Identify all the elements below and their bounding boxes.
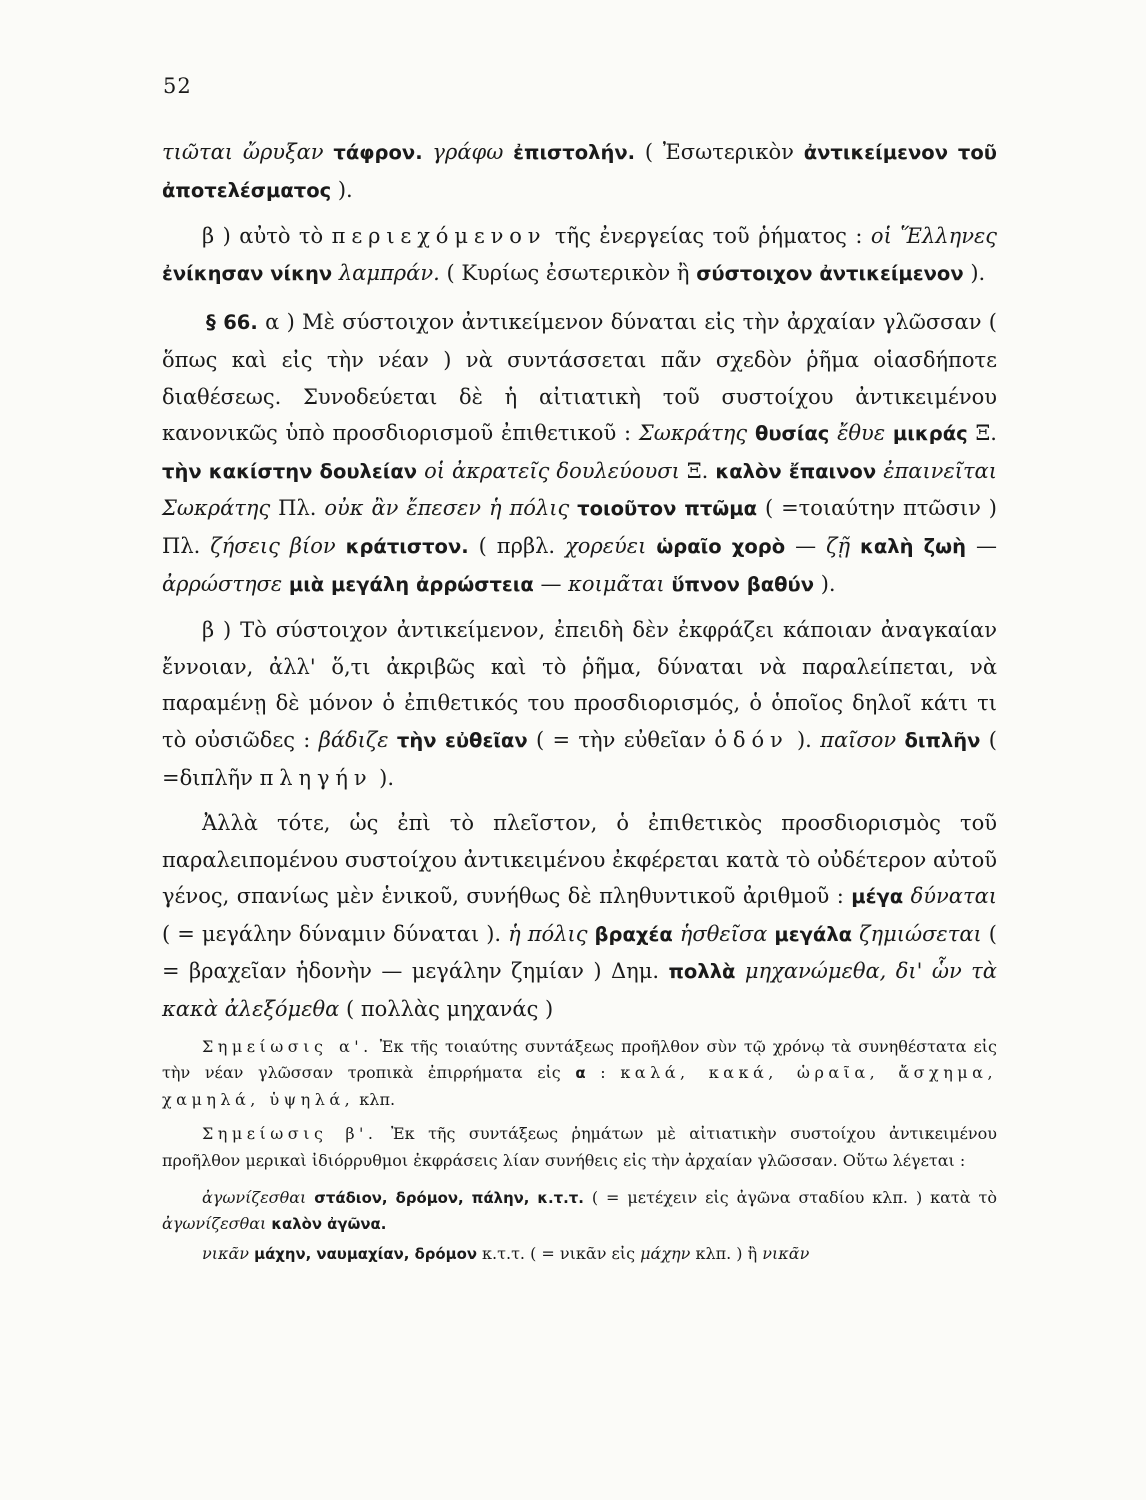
text-run: ). [331,177,353,202]
spaced-word: Σημείωσις β'. [202,1124,378,1144]
bold-term: σύστοιχον ἀντικείμενον [696,261,964,285]
paragraph-continuation [162,134,997,209]
bold-term: μάχην, ναυμαχίαν, δρόμον [254,1244,477,1263]
text-run [646,534,656,558]
italic-example: μάχην [640,1243,691,1263]
italic-example: Σωκράτης [638,421,748,446]
text-run: Ἀλλὰ τότε, ὡς ἐπὶ τὸ πλεῖστον, ὁ ἐπιθετικὸς προσδιορισμὸς τοῦ παραλειπομένου συστοίχου ἀντικειμένου ἐκφέρεται κατὰ τὸ οὐδέτερον αὐτοῦ γένος, σπανίως μὲν ἑνικοῦ, συνήθως δὲ πληθυντικοῦ ἀριθμοῦ : [162,811,997,909]
bold-term: τοιοῦτον πτῶμα [577,497,758,521]
text-run: Πλ. [270,496,325,521]
italic-example: νικᾶν [202,1243,250,1263]
italic-example: ἔθυε [837,421,886,446]
page-text [162,134,997,1267]
text-run: ( =τοιαύτην πτῶσιν ) Πλ. [162,496,997,558]
italic-example: ἀγωνίζεσθαι [202,1187,307,1207]
bold-term: ἀντικείμενον τοῦ ἀποτελέσματος [162,141,997,202]
text-run [829,421,837,445]
text-run: Ξ. [679,458,716,483]
italic-example: ζημιώσεται [859,921,982,946]
page-number: 52 [163,74,192,98]
text-run: ( =διπλῆν [162,727,997,790]
text-run: ( = μεγάλην δύναμιν δύναται ). [162,921,509,946]
bold-term: καλὴ ζωὴ [860,534,967,558]
spaced-word: ὁδόν [714,727,789,752]
text-run: ( πολλὰς μηχανάς ) [339,997,554,1022]
bold-term: μέγα [851,885,904,909]
spaced-word: πληγήν [259,765,373,790]
text-run: β ) αὐτὸ τὸ [202,224,332,249]
text-run: ). [788,727,821,752]
text-run: — [966,533,998,558]
text-run: ( Κυρίως ἐσωτερικὸν ἢ [439,260,697,285]
text-run: : [585,1063,621,1083]
italic-example: ἀγωνίζεσθαι [162,1214,267,1234]
bold-term: μεγάλα [774,922,853,946]
italic-example: ἡσθεῖσα [679,921,768,946]
text-run: Ἐκ τῆς συντάξεως ῥημάτων μὲ αἰτιατικὴν συστοίχου ἀντικειμένου προῆλθον μερικαὶ ἰδιόρρυθμοι ἐκφράσεις λίαν συνήθεις εἰς τὴν ἀρχαίαν γλῶσσαν. Οὕτω λέγεται : [162,1124,997,1171]
text-run: ( = βραχεῖαν ἡδονὴν — μεγάλην ζημίαν ) Δημ. [162,921,997,984]
text-run [885,421,893,445]
italic-example: οὐκ ἂν ἔπεσεν ἡ πόλις [324,496,570,521]
spaced-word: Σημείωσις α'. [202,1036,373,1056]
bold-term: α [575,1064,586,1083]
text-run: ( πρβλ. [468,533,566,558]
text-run [735,959,744,983]
bold-term: διπλῆν [904,728,981,752]
note-example-nikan [162,1241,997,1268]
text-run [850,534,860,558]
text-run: ). [814,571,836,596]
italic-example: παῖσον [820,727,897,752]
text-run: κλπ. ) ἢ [690,1243,763,1263]
italic-example: ζήσεις βίον [210,533,336,558]
text-run: ( Ἐσωτερικὸν [635,140,804,164]
italic-example: βάδιζε [318,727,389,752]
paragraph-content-object [162,218,997,292]
italic-example: μηχανώμεθα, δι' ὧν τὰ κακὰ ἀλεξόμεθα [162,959,997,1022]
bold-term: τάφρον. [333,141,423,164]
bold-term: βραχέα [594,922,673,946]
bold-term: § 66. [206,311,258,335]
text-run: ). [963,260,986,285]
text-run [336,534,346,558]
note-b [162,1121,997,1174]
paragraph-omitted-object [162,612,997,796]
italic-example: γράφω [432,140,504,164]
bold-term: τὴν κακίστην δουλείαν [162,459,418,483]
bold-term: θυσίας [754,422,830,446]
text-run [673,922,680,946]
bold-term: τὴν εὐθεῖαν [396,728,528,752]
text-run [332,261,339,285]
text-run: ( = μετέχειν εἰς ἀγῶνα σταδίου κλπ. ) κατὰ τὸ [583,1187,998,1207]
italic-example: κοιμᾶται [568,571,665,596]
italic-example: λαμπράν. [338,260,440,285]
text-run [903,884,910,908]
text-run: — [785,533,827,558]
italic-example: οἱ Ἕλληνες [870,224,997,249]
bold-term: ὡραῖο χορὸ [656,534,786,558]
spaced-word: καλά, κακά, ὡραῖα, ἄσχημα, χαμηλά, ὑψηλά, [162,1063,998,1109]
bold-term: καλὸν ἔπαινον [715,459,877,483]
text-run: ( = τὴν εὐθεῖαν [527,727,715,752]
text-run: κ.τ.τ. ( = νικᾶν εἰς [476,1243,641,1263]
note-example-agonizesthai [162,1185,997,1238]
bold-term: στάδιον, δρόμον, πάλην, [314,1188,530,1207]
paragraph-neuter-adjective [162,805,997,1028]
text-run: ). [372,765,395,790]
text-run [282,572,289,596]
text-run: κλπ. [354,1089,396,1109]
bold-term: ἐπιστολήν. [513,141,636,164]
bold-term: καλὸν ἀγῶνα. [271,1215,387,1234]
italic-example: ἀρρώστησε [162,571,283,596]
italic-example: ἡ πόλις [508,921,588,946]
italic-example: νικᾶν [762,1243,810,1263]
paragraph-section-66 [162,304,997,603]
spaced-word: περιεχόμενον [331,224,547,249]
italic-example: ἐπαινεῖται Σωκράτης [162,458,997,521]
italic-example: τιῶται [162,140,243,164]
italic-example: ζῇ [826,533,851,558]
bold-term: ἐνίκησαν νίκην [162,261,333,285]
italic-example: χορεύει [565,533,647,558]
main-text [162,134,997,1028]
text-run [588,922,595,946]
bold-term: ὕπνον βαθύν [671,572,815,596]
text-run: Ξ. [967,421,997,446]
italic-example: οἱ ἀκρατεῖς δουλεύουσι [424,458,680,483]
text-run: τῆς ἐνεργείας τοῦ ῥήματος : [546,224,871,249]
bold-term: πολλὰ [668,960,736,984]
text-run [569,496,577,520]
bold-term: μιὰ μεγάλη ἀρρώστεια [288,572,534,596]
italic-example: δύναται [910,884,997,909]
note-a [162,1034,997,1114]
text-run [503,140,513,164]
text-run [389,728,397,752]
text-run [423,140,433,164]
italic-example: ὤρυξαν [242,140,334,164]
text-run: α ) Μὲ σύστοιχον ἀντικείμενον δύναται εἰς τὴν ἀρχαίαν γλῶσσαν ( ὅπως καὶ εἰς τὴν νέαν ) νὰ συντάσσεται πᾶν σχεδὸν ῥῆμα οἱασδήποτε διαθέσεως. Συνοδεύεται δὲ ἡ αἰτιατικὴ τοῦ συστοίχου ἀντικειμένου κανονικῶς ὑπὸ προσδιορισμοῦ ἐπιθετικοῦ : [162,310,997,446]
bold-term: μικράς [892,422,968,446]
text-run: β ) Τὸ σύστοιχον ἀντικείμενον, ἐπειδὴ δὲν ἐκφράζει κάποιαν ἀναγκαίαν ἔννοιαν, ἀλλ' ὅ,τι ἀκριβῶς καὶ τὸ ῥῆμα, δύναται νὰ παραλείπεται, νὰ παραμένῃ δὲ μόνον ὁ ἐπιθετικός του προσδιορισμός, ὁ ὁποῖος δηλοῖ κάτι τι τὸ οὐσιῶδες : [162,618,997,752]
text-run: — [533,571,569,596]
bold-term: κράτιστον. [345,534,469,558]
text-run [747,421,755,445]
notes [162,1034,997,1268]
bold-term: κ.τ.τ. [537,1188,584,1207]
text-run: Ἐκ τῆς τοιαύτης συντάξεως προῆλθον σὺν τῷ χρόνῳ τὰ συνηθέστατα εἰς τὴν νέαν γλῶσσαν τροπικὰ ἐπιρρήματα εἰς [162,1036,998,1083]
